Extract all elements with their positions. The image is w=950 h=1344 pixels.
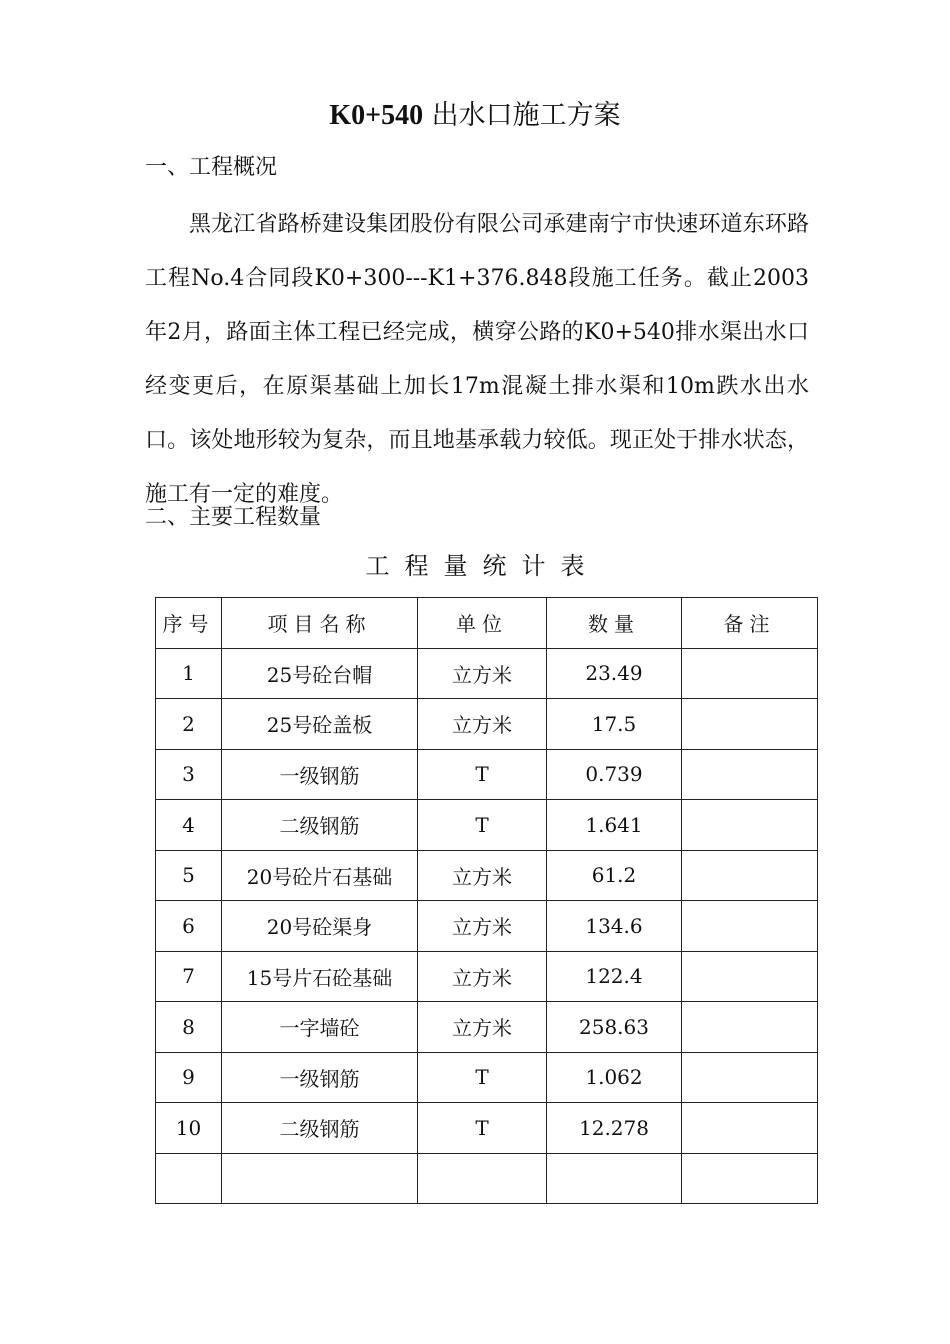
header-index: 序号	[156, 598, 222, 649]
cell-unit: T	[418, 1052, 547, 1103]
cell-item-name: 二级钢筋	[222, 1103, 418, 1154]
cell-remarks	[682, 800, 818, 851]
cell-quantity: 0.739	[547, 749, 682, 800]
quantity-table	[155, 597, 818, 1204]
cell-index	[156, 1153, 222, 1204]
cell-index: 1	[156, 648, 222, 699]
cell-remarks	[682, 850, 818, 901]
cell-quantity: 1.641	[547, 800, 682, 851]
cell-index: 3	[156, 749, 222, 800]
cell-index: 6	[156, 901, 222, 952]
cell-item-name: 25号砼盖板	[222, 699, 418, 750]
cell-quantity: 12.278	[547, 1103, 682, 1154]
overview-paragraph: 黑龙江省路桥建设集团股份有限公司承建南宁市快速环道东环路工程No.4合同段K0+300---K1+376.848段施工任务。截止2003年2月，路面主体工程已经完成，横穿公路的K0+540排水渠出水口经变更后，在原渠基础上加长17m混凝土排水渠和10m跌水出水口。该处地形较为复杂，而且地基承载力较低。现正处于排水状态，施工有一定的难度。	[145, 212, 809, 507]
table-row	[156, 1002, 818, 1053]
cell-unit: 立方米	[418, 850, 547, 901]
cell-item-name: 20号砼渠身	[222, 901, 418, 952]
cell-quantity: 17.5	[547, 699, 682, 750]
cell-remarks	[682, 749, 818, 800]
table-row	[156, 648, 818, 699]
table-row	[156, 901, 818, 952]
cell-index: 4	[156, 800, 222, 851]
table-row	[156, 699, 818, 750]
cell-index: 8	[156, 1002, 222, 1053]
cell-index: 9	[156, 1052, 222, 1103]
header-quantity: 数量	[547, 598, 682, 649]
cell-item-name	[222, 1153, 418, 1204]
title-text: 出水口施工方案	[431, 100, 621, 131]
table-row-empty	[156, 1153, 818, 1204]
cell-remarks	[682, 1153, 818, 1204]
section-heading-quantities: 二、主要工程数量	[145, 505, 322, 530]
cell-unit: 立方米	[418, 1002, 547, 1053]
cell-remarks	[682, 699, 818, 750]
section-heading-overview: 一、工程概况	[145, 155, 278, 180]
cell-item-name: 一级钢筋	[222, 749, 418, 800]
cell-item-name: 25号砼台帽	[222, 648, 418, 699]
cell-unit	[418, 1153, 547, 1204]
cell-unit: 立方米	[418, 951, 547, 1002]
cell-remarks	[682, 1052, 818, 1103]
cell-quantity: 1.062	[547, 1052, 682, 1103]
table-row	[156, 1052, 818, 1103]
table-row	[156, 850, 818, 901]
cell-unit: 立方米	[418, 901, 547, 952]
cell-quantity: 258.63	[547, 1002, 682, 1053]
cell-remarks	[682, 901, 818, 952]
cell-index: 10	[156, 1103, 222, 1154]
cell-index: 5	[156, 850, 222, 901]
cell-item-name: 15号片石砼基础	[222, 951, 418, 1002]
cell-quantity: 134.6	[547, 901, 682, 952]
cell-unit: T	[418, 800, 547, 851]
header-item-name: 项目名称	[222, 598, 418, 649]
table-row	[156, 749, 818, 800]
cell-quantity: 61.2	[547, 850, 682, 901]
cell-quantity: 122.4	[547, 951, 682, 1002]
cell-item-name: 一级钢筋	[222, 1052, 418, 1103]
cell-quantity	[547, 1153, 682, 1204]
table-row	[156, 951, 818, 1002]
cell-remarks	[682, 648, 818, 699]
cell-unit: T	[418, 749, 547, 800]
table-row	[156, 800, 818, 851]
cell-item-name: 一字墙砼	[222, 1002, 418, 1053]
cell-remarks	[682, 1002, 818, 1053]
table-row	[156, 1103, 818, 1154]
cell-unit: T	[418, 1103, 547, 1154]
cell-quantity: 23.49	[547, 648, 682, 699]
table-caption: 工程量统计表	[365, 552, 600, 580]
cell-unit: 立方米	[418, 699, 547, 750]
table-header-row	[156, 598, 818, 649]
cell-index: 2	[156, 699, 222, 750]
title-code: K0+540	[329, 100, 424, 131]
cell-remarks	[682, 1103, 818, 1154]
cell-unit: 立方米	[418, 648, 547, 699]
cell-remarks	[682, 951, 818, 1002]
document-title	[0, 96, 950, 136]
cell-index: 7	[156, 951, 222, 1002]
cell-item-name: 二级钢筋	[222, 800, 418, 851]
header-unit: 单位	[418, 598, 547, 649]
header-remarks: 备注	[682, 598, 818, 649]
cell-item-name: 20号砼片石基础	[222, 850, 418, 901]
